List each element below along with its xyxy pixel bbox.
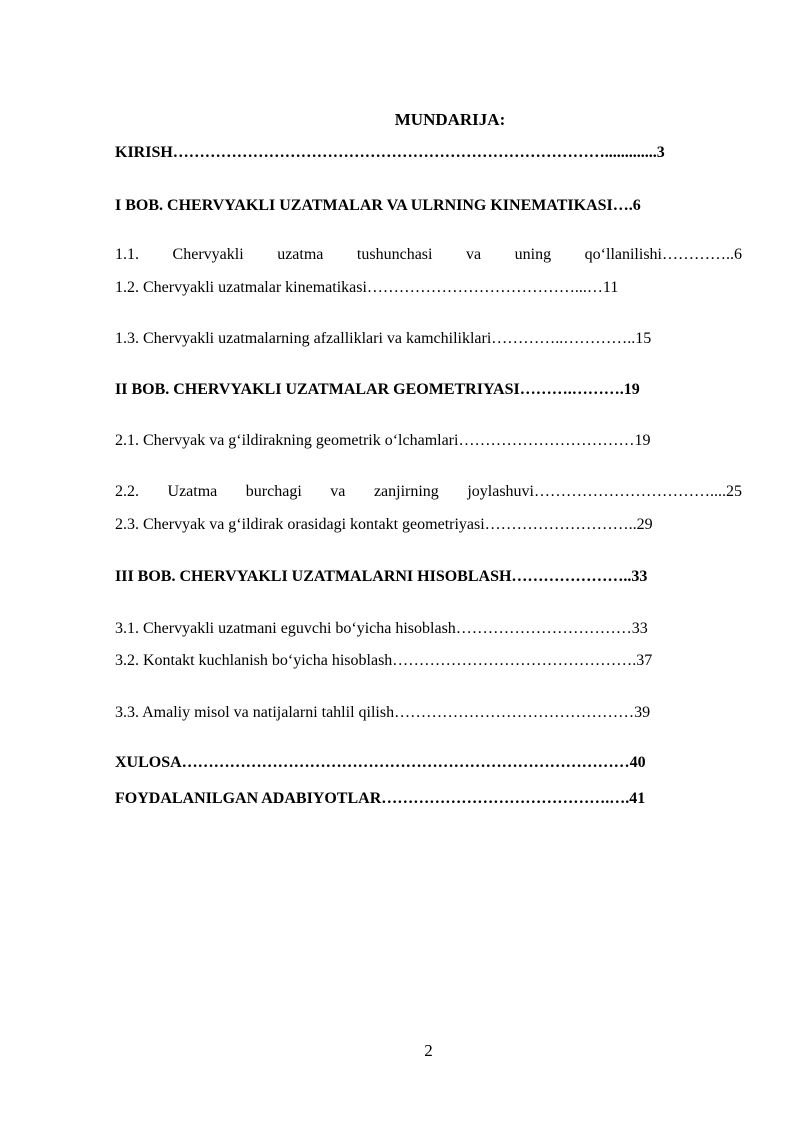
toc-entry-2-3: 2.3. Chervyak va g‘ildirak orasidagi kontakt geometriyasi………………………..29 (115, 516, 653, 533)
toc-entry-kirish: KIRISH……………………………………………………………………….............3 (115, 144, 665, 161)
toc-entry-references: FOYDALANILGAN ADABIYOTLAR…………………………………….….41 (115, 790, 646, 807)
toc-entry-chapter-2: II BOB. CHERVYAKLI UZATMALAR GEOMETRIYASI……….……….19 (115, 381, 640, 398)
toc-entry-3-2: 3.2. Kontakt kuchlanish bo‘yicha hisoblash……………………………………….37 (115, 652, 653, 669)
toc-entry-chapter-1: I BOB. CHERVYAKLI UZATMALAR VA ULRNING KINEMATIKASI….6 (115, 197, 641, 214)
document-title: MUNDARIJA: (394, 110, 506, 129)
toc-entry-3-3: 3.3. Amaliy misol va natijalarni tahlil qilish………………………………………39 (115, 704, 651, 721)
toc-entry-2-2: 2.2. Uzatma burchagi va zanjirning joylashuvi……………………………....25 (115, 483, 742, 500)
toc-entry-xulosa: XULOSA…………………………………………………………………………40 (115, 754, 646, 771)
toc-entry-3-1: 3.1. Chervyakli uzatmani eguvchi bo‘yicha hisoblash……………………………33 (115, 620, 648, 637)
toc-entry-2-1: 2.1. Chervyak va g‘ildirakning geometrik o‘lchamlari……………………………19 (115, 432, 651, 449)
page-number: 2 (424, 1041, 433, 1060)
toc-entry-1-1: 1.1. Chervyakli uzatma tushunchasi va uning qo‘llanilishi…………..6 (115, 246, 742, 263)
toc-entry-1-2: 1.2. Chervyakli uzatmalar kinematikasi…………………………………...…11 (115, 279, 619, 296)
toc-entry-1-3: 1.3. Chervyakli uzatmalarning afzalliklari va kamchiliklari…………..…………..15 (115, 330, 652, 347)
toc-entry-chapter-3: III BOB. CHERVYAKLI UZATMALARNI HISOBLASH…………………..33 (115, 568, 648, 585)
